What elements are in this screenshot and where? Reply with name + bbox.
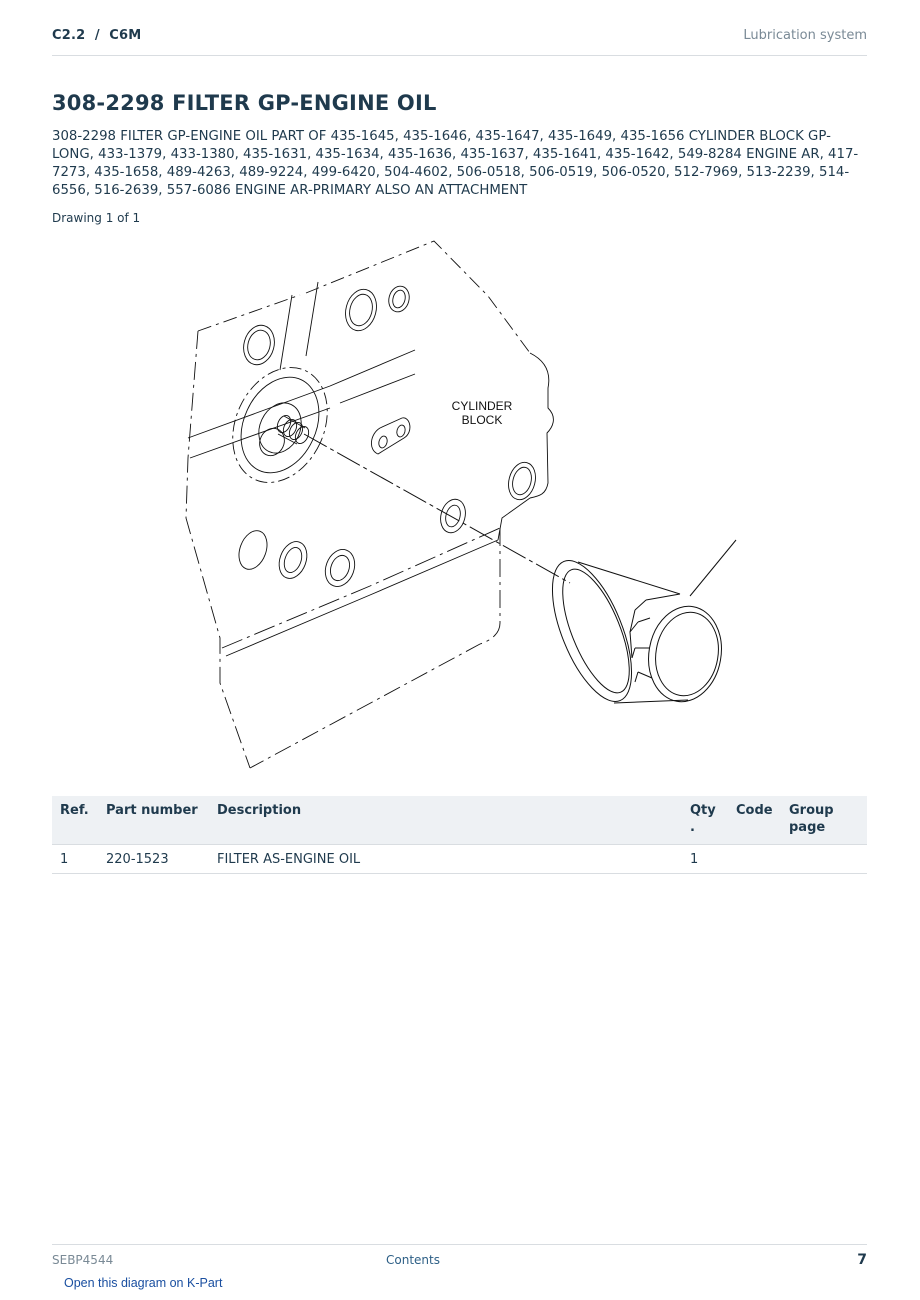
col-ref: Ref. <box>60 803 89 818</box>
cell-part-number[interactable]: 220-1523 <box>98 845 209 874</box>
oil-filter <box>536 550 729 712</box>
table-row <box>52 845 867 874</box>
explode-line <box>304 434 570 583</box>
col-description: Description <box>217 803 302 818</box>
page-title: 308-2298 FILTER GP-ENGINE OIL <box>52 91 437 115</box>
page-header <box>52 28 867 56</box>
cell-ref: 1 <box>52 845 98 874</box>
col-qty: Qty . <box>690 803 716 835</box>
contents-link[interactable]: Contents <box>386 1253 440 1267</box>
breadcrumb: C2.2 / C6M <box>52 28 142 43</box>
parts-diagram <box>180 238 740 773</box>
cylinder-block-outline <box>186 241 553 768</box>
cylinder-block-label-line1: CYLINDER <box>451 399 513 413</box>
cell-code <box>728 845 781 874</box>
col-group-page: Group page <box>789 803 834 835</box>
cell-description: FILTER AS-ENGINE OIL <box>209 845 682 874</box>
part-description: 308-2298 FILTER GP-ENGINE OIL PART OF 435-1645, 435-1646, 435-1647, 435-1649, 435-1656 CYLINDER BLOCK GP-LONG, 433-1379, 433-1380, 435-1631, 435-1634, 435-1636, 435-1637, 435-1641, 435-1642, 549-8284 ENGINE AR, 417-7273, 435-1658, 489-4263, 489-9224, 499-6420, 504-4602, 506-0518, 506-0519, 506-0520, 512-7969, 513-2239, 514-6556, 516-2639, 557-6086 ENGINE AR-PRIMARY ALSO AN ATTACHMENT <box>52 129 859 198</box>
col-code: Code <box>736 803 773 818</box>
section-name: Lubrication system <box>743 28 867 43</box>
document-id: SEBP4544 <box>52 1253 114 1267</box>
col-part-number: Part number <box>106 803 198 818</box>
page-number: 7 <box>857 1252 867 1268</box>
page-footer <box>52 1244 867 1269</box>
open-in-kpart-link[interactable]: Open this diagram on K-Part <box>64 1276 223 1290</box>
leader-line <box>690 540 736 596</box>
cell-group-page <box>781 845 867 874</box>
drawing-count: Drawing 1 of 1 <box>52 211 141 225</box>
table-header-row <box>52 796 867 845</box>
parts-table <box>52 796 867 874</box>
cell-qty: 1 <box>682 845 728 874</box>
cylinder-block-label-line2: BLOCK <box>461 413 503 427</box>
diagram-svg <box>180 238 740 773</box>
